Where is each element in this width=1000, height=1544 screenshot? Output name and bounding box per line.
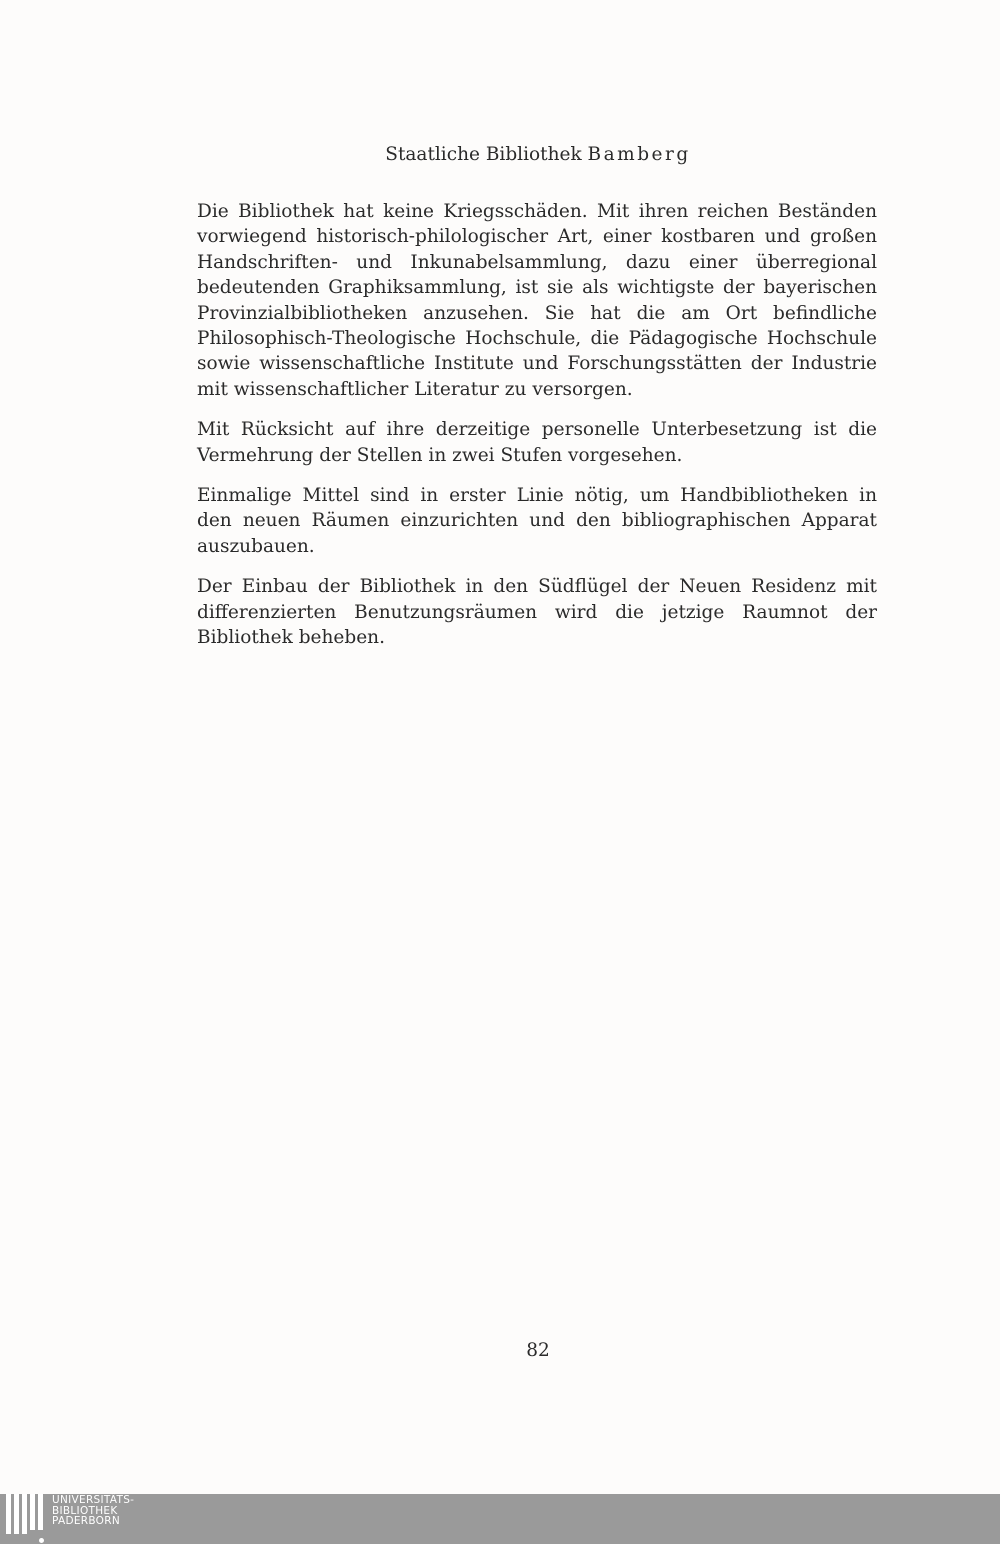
text-line: vorwiegend historisch-philologischer Art, einer kostbaren und großen (197, 226, 877, 248)
logo-text (52, 1495, 134, 1527)
text-line: Vermehrung der Stellen in zwei Stufen vorgesehen. (197, 444, 683, 466)
text-line: Philosophisch-Theologische Hochschule, die Pädagogische Hochschule (197, 328, 877, 350)
text-line: Der Einbau der Bibliothek in den Südflügel der Neuen Residenz mit (197, 576, 877, 598)
logo-line: UNIVERSITÄTS- (52, 1494, 135, 1506)
paragraph (197, 199, 877, 402)
paragraph (197, 483, 877, 559)
text-line: bedeutenden Graphiksammlung, ist sie als wichtigste der bayerischen (197, 277, 877, 299)
text-line: Mit Rücksicht auf ihre derzeitige personelle Unterbesetzung ist die (197, 419, 877, 441)
logo-bars-icon (6, 1494, 43, 1534)
library-logo (6, 1494, 134, 1544)
text-line: Handschriften- und Inkunabelsammlung, dazu einer überregional (197, 251, 877, 273)
text-line: Bibliothek beheben. (197, 627, 385, 649)
text-line: mit wissenschaftlicher Literatur zu versorgen. (197, 378, 633, 400)
text-line: den neuen Räumen einzurichten und den bibliographischen Apparat (197, 510, 877, 532)
body-text (197, 199, 877, 666)
footer-bar (0, 1494, 1000, 1544)
title-prefix: Staatliche Bibliothek (385, 144, 588, 165)
text-line: Provinzialbibliotheken anzusehen. Sie hat die am Ort befindliche (197, 302, 877, 324)
text-line: auszubauen. (197, 535, 315, 557)
logo-dot-icon (39, 1538, 44, 1543)
text-line: Einmalige Mittel sind in erster Linie nötig, um Handbibliotheken in (197, 485, 877, 507)
paragraph (197, 417, 877, 468)
text-line: differenzierten Benutzungsräumen wird die jetzige Raumnot der (197, 601, 877, 623)
paragraph (197, 574, 877, 650)
title-city: Bamberg (587, 144, 691, 165)
text-line: Die Bibliothek hat keine Kriegsschäden. Mit ihren reichen Beständen (197, 201, 877, 222)
text-line: sowie wissenschaftliche Institute und Forschungsstätten der Industrie (197, 353, 877, 375)
logo-line: PADERBORN (52, 1515, 120, 1527)
page-number: 82 (526, 1340, 550, 1361)
page-title (0, 144, 1000, 165)
logo-line: BIBLIOTHEK (52, 1504, 118, 1517)
